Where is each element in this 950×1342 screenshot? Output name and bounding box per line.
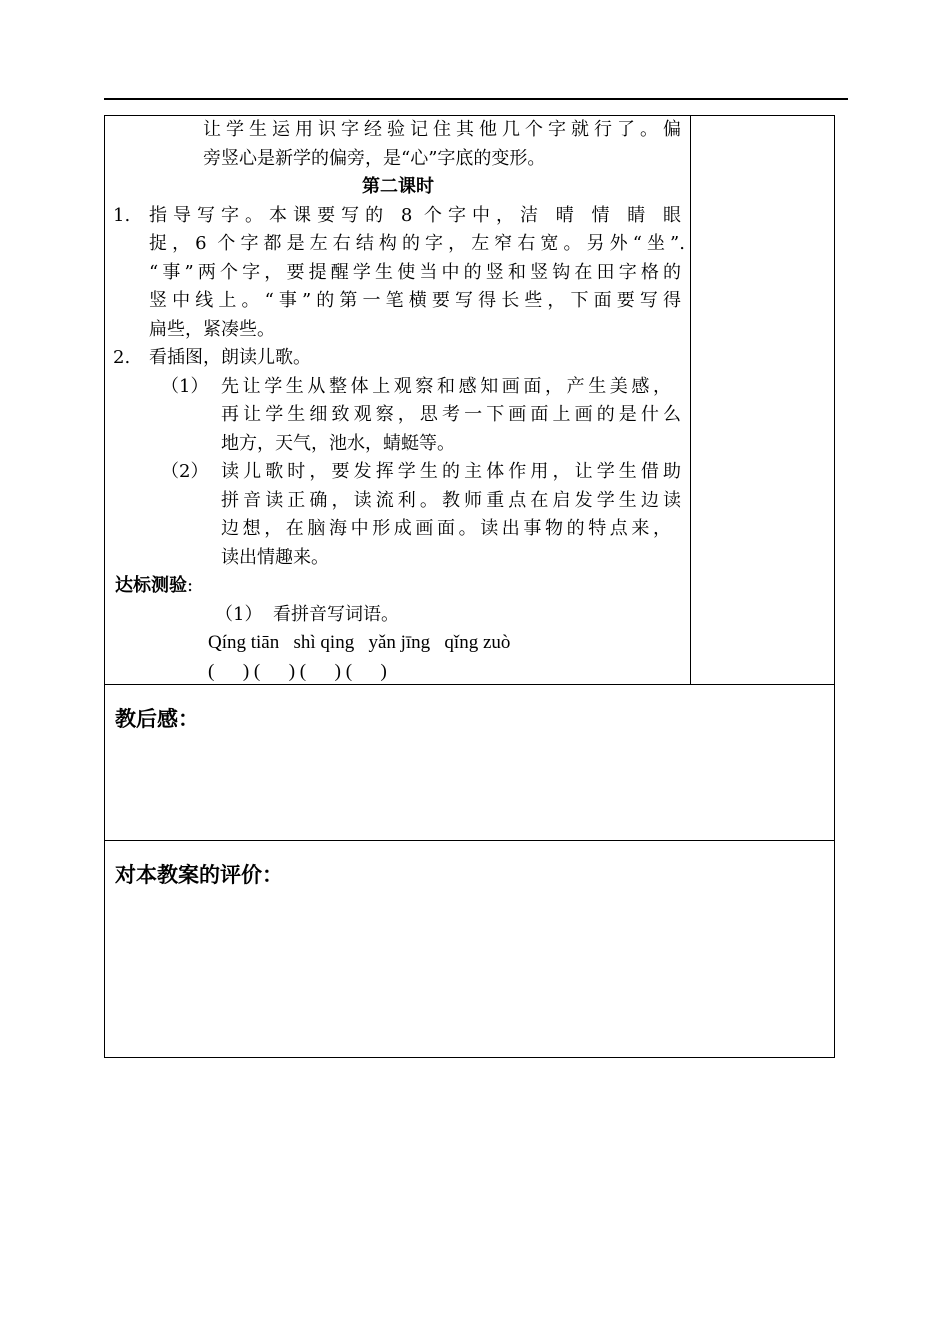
- pinyin-line: Qíng tiān shì qing yǎn jīng qǐng zuò: [208, 632, 511, 653]
- item1-line: 竖中线上。“事”的第一笔横要写得长些，下面要写得: [149, 290, 681, 311]
- test-heading: [115, 572, 193, 601]
- item1-line: “事”两个字，要提醒学生使当中的竖和竖钩在田字格的: [149, 261, 681, 283]
- section-title: 第二课时: [362, 176, 434, 197]
- sub2-line: 边想，在脑海中形成画面。读出事物的特点来，: [221, 518, 671, 539]
- lesson-content-cell: [105, 116, 691, 684]
- header-rule: [104, 98, 848, 100]
- notes-cell: [691, 116, 834, 684]
- test-label: 达标测验: [115, 575, 187, 596]
- answer-blanks: ( ) ( ) ( ) ( ): [208, 660, 387, 682]
- test-item-label: （1）: [215, 603, 263, 625]
- lesson-table: [104, 115, 835, 1058]
- sub1-line: 先让学生从整体上观察和感知画面，产生美感，: [221, 375, 671, 397]
- item1-number: 1.: [113, 204, 131, 226]
- sub1-line: 地方，天气，池水，蜻蜓等。: [221, 432, 455, 454]
- evaluation-label: 对本教案的评价：: [115, 863, 283, 887]
- test-colon: :: [187, 575, 194, 596]
- sub2-label: （2）: [161, 461, 209, 482]
- item1-line: 捉，6 个字都是左右结构的字，左窄右宽。另外“坐”.: [149, 233, 685, 254]
- test-item-text: 看拼音写词语。: [273, 603, 399, 625]
- sub2-line: 拼音读正确，读流利。教师重点在启发学生边读: [221, 489, 681, 511]
- reflection-row: [105, 685, 834, 841]
- sub1-line: 再让学生细致观察，思考一下画面上画的是什么: [221, 404, 681, 425]
- evaluation-row: [105, 841, 834, 1057]
- item1-line: 扁些，紧凑些。: [149, 318, 275, 340]
- intro-line: 让学生运用识字经验记住其他几个字就行了。偏: [203, 119, 681, 140]
- intro-line: 旁竖心是新学的偏旁，是“心”字底的变形。: [203, 147, 546, 169]
- sub2-line: 读儿歌时，要发挥学生的主体作用，让学生借助: [221, 461, 681, 482]
- item1-line: 指导写字。本课要写的 8 个字中，洁 晴 情 睛 眼: [149, 204, 681, 226]
- reflection-label: 教后感：: [115, 707, 199, 731]
- sub1-label: （1）: [161, 375, 209, 397]
- sub2-line: 读出情趣来。: [221, 546, 329, 568]
- item2-text: 看插图，朗读儿歌。: [149, 347, 311, 368]
- item2-number: 2.: [113, 347, 131, 368]
- lesson-content-row: [105, 116, 834, 685]
